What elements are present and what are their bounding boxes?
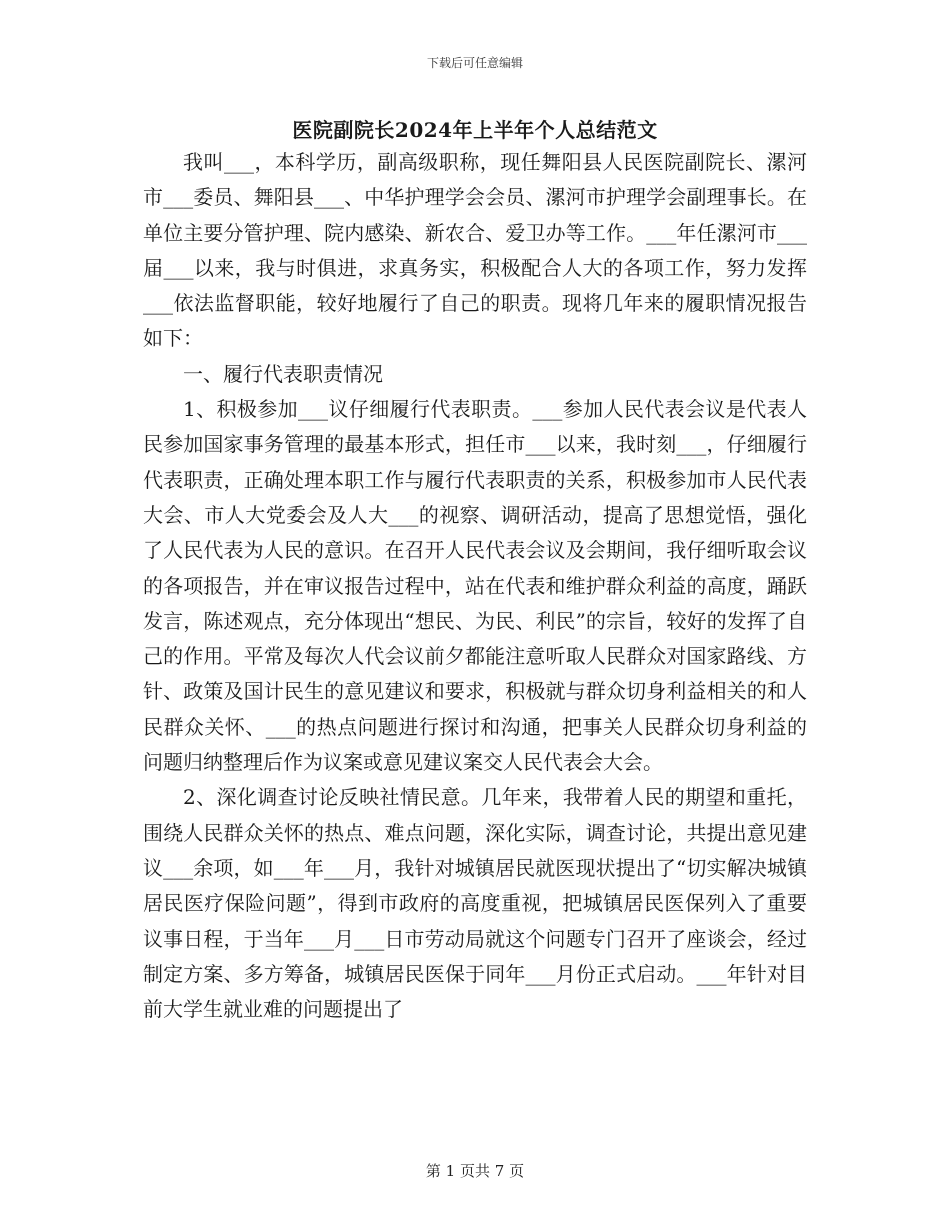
document-title: 医院副院长2024年上半年个人总结范文: [292, 118, 658, 142]
page-header-note: 下载后可任意编辑: [426, 56, 523, 70]
section-heading-duties: 一、履行代表职责情况: [183, 361, 383, 386]
paragraph-intro: 我叫___，本科学历，副高级职称，现任舞阳县人民医院副院长、漯河市___委员、舞阳县___、中华护理学会会员、漯河市护理学会副理事长。在单位主要分管护理、院内感染、新农合、爱卫办等工作。___年任漯河市___届___以来，我与时俱进，求真务实，积极配合人大的各项工作，努力发挥___依法监督职能，较好地履行了自己的职责。现将几年来的履职情况报告如下：: [143, 150, 807, 351]
page-number: 第 1 页共 7 页: [425, 1162, 525, 1180]
document-body: [143, 145, 807, 1027]
paragraph-item-2: 2、深化调查讨论反映社情民意。几年来，我带着人民的期望和重托，围绕人民群众关怀的热点、难点问题，深化实际，调查讨论，共提出意见建议___余项，如___年___月，我针对城镇居民就医现状提出了“切实解决城镇居民医疗保险问题”，得到市政府的高度重视，把城镇居民医保列入了重要议事日程，于当年___月___日市劳动局就这个问题专门召开了座谈会，经过制定方案、多方筹备，城镇居民医保于同年___月份正式启动。___年针对目前大学生就业难的问题提出了: [143, 785, 807, 1022]
paragraph-item-1: 1、积极参加___议仔细履行代表职责。___参加人民代表会议是代表人民参加国家事务管理的最基本形式，担任市___以来，我时刻___，仔细履行代表职责，正确处理本职工作与履行代表职责的关系，积极参加市人民代表大会、市人大党委会及人大___的视察、调研活动，提高了思想觉悟，强化了人民代表为人民的意识。在召开人民代表会议及会期间，我仔细听取会议的各项报告，并在审议报告过程中，站在代表和维护群众利益的高度，踊跃发言，陈述观点，充分体现出“想民、为民、利民”的宗旨，较好的发挥了自己的作用。平常及每次人代会议前夕都能注意听取人民群众对国家路线、方针、政策及国计民生的意见建议和要求，积极就与群众切身利益相关的和人民群众关怀、___的热点问题进行探讨和沟通，把事关人民群众切身利益的问题归纳整理后作为议案或意见建议案交人民代表会大会。: [143, 397, 807, 775]
